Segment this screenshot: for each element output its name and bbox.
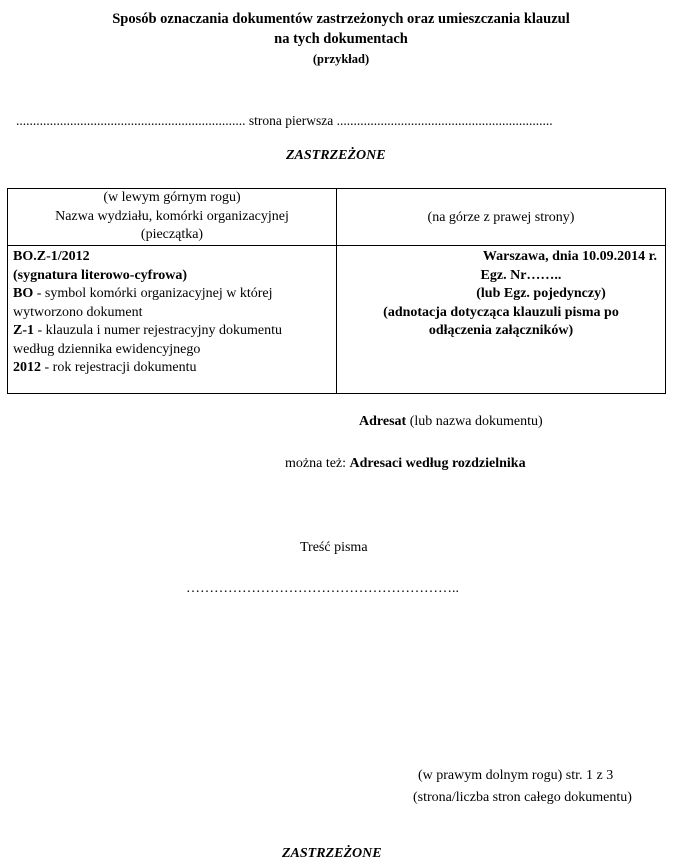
bo-line <box>13 285 336 304</box>
first-page-line <box>16 113 553 129</box>
classification-top: ZASTRZEŻONE <box>286 148 386 163</box>
dots-left: .................................................................... <box>16 113 246 128</box>
addressee-label: Adresat <box>359 414 407 429</box>
document-title-line2: na tych dokumentach <box>274 31 408 47</box>
signature-cell <box>8 246 337 394</box>
page-number-info: (w prawym dolnym rogu) str. 1 z 3 <box>418 768 614 783</box>
z1-desc: - klauzula i numer rejestracyjny dokumentu <box>34 323 283 338</box>
bo-term: BO <box>13 286 34 301</box>
signature-desc: (sygnatura literowo-cyfrowa) <box>13 267 188 283</box>
first-page-label: strona pierwsza <box>248 113 334 128</box>
z1-line <box>13 322 336 341</box>
annotation-line1: (adnotacja dotycząca klauzuli pisma po <box>383 304 619 320</box>
document-title-line1: Sposób oznaczania dokumentów zastrzeżonych oraz umieszczania klauzul <box>112 11 570 27</box>
bo-desc: - symbol komórki organizacyjnej w której <box>33 286 273 301</box>
body-dots: ………………………………………………….. <box>186 581 459 596</box>
header-left-line1: (w lewym górnym rogu) <box>103 190 241 205</box>
header-left-cell <box>8 189 337 246</box>
z1-desc-line2: według dziennika ewidencyjnego <box>13 341 201 357</box>
signature-code: BO.Z-1/2012 <box>13 249 90 264</box>
addressees-alt-label: Adresaci według rozdzielnika <box>349 456 526 471</box>
place-date: Warszawa, dnia 10.09.2014 r. <box>482 249 657 264</box>
document-subtitle: (przykład) <box>312 52 370 66</box>
year-line <box>13 359 336 378</box>
addressees-alt-line <box>285 456 526 472</box>
addressee-line <box>359 414 543 430</box>
single-copy-note: (lub Egz. pojedynczy) <box>476 286 606 301</box>
header-left-line3: (pieczątka) <box>140 227 204 242</box>
z1-term: Z-1 <box>13 323 34 338</box>
year-term: 2012 <box>13 360 41 375</box>
header-table <box>7 188 666 394</box>
annotation-line2: odłączenia załączników) <box>428 323 574 338</box>
dots-right: ................................................................ <box>336 113 553 128</box>
addressees-alt-prefix: można też: <box>285 456 350 471</box>
bo-desc-line2: wytworzono dokument <box>13 304 143 320</box>
header-right-cell <box>337 189 666 246</box>
page-number-desc: (strona/liczba stron całego dokumentu) <box>413 790 632 805</box>
copy-number: Egz. Nr…….. <box>480 267 562 283</box>
header-left-line2: Nazwa wydziału, komórki organizacyjnej <box>55 208 289 224</box>
date-cell <box>337 246 666 394</box>
year-desc: - rok rejestracji dokumentu <box>41 360 197 375</box>
classification-bottom: ZASTRZEŻONE <box>282 846 382 861</box>
body-label: Treść pisma <box>300 540 368 555</box>
header-right-text: (na górze z prawej strony) <box>427 209 575 225</box>
addressee-desc: (lub nazwa dokumentu) <box>406 414 543 429</box>
